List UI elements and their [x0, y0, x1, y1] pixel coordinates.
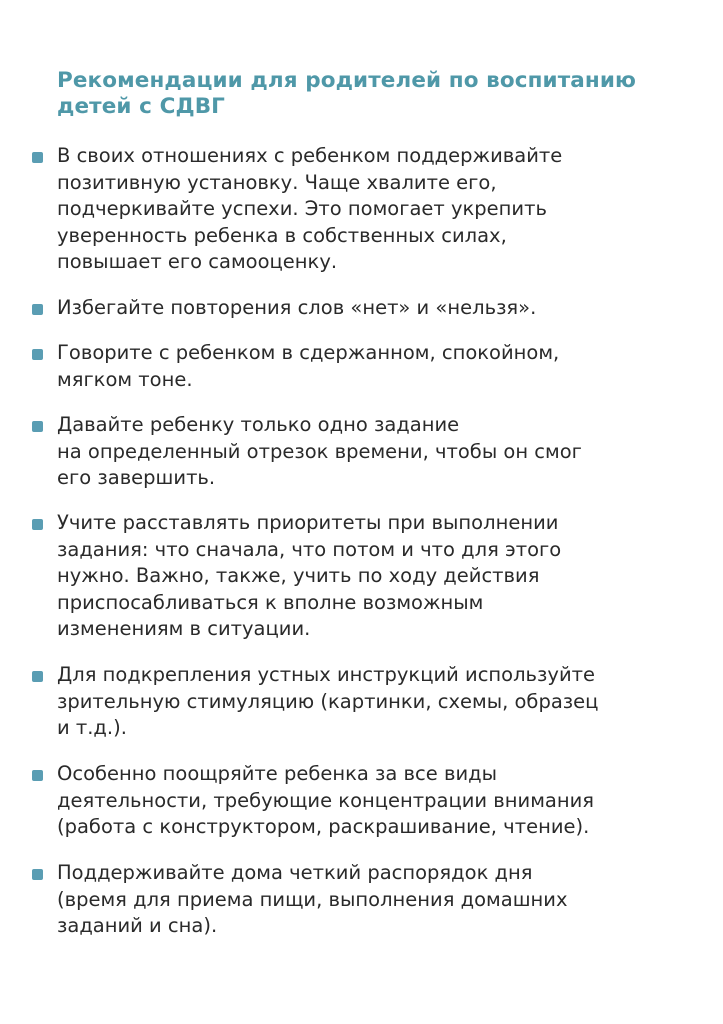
list-item-text: Учите расставлять приоритеты при выполнении задания: что сначала, что потом и что для этого нужно. Важно, также, учить по ходу действия приспосабливаться к вполне возможным изменениям в ситуации. — [57, 511, 562, 640]
list-item-text: Для подкрепления устных инструкций используйте зрительную стимуляцию (картинки, схемы, образец и т.д.). — [57, 663, 599, 739]
square-bullet-icon — [32, 519, 43, 530]
list-item-text: Поддерживайте дома четкий распорядок дня (время для приема пищи, выполнения домашних заданий и сна). — [57, 861, 568, 937]
square-bullet-icon — [32, 869, 43, 880]
list-item-text: Говорите с ребенком в сдержанном, спокойном, мягком тоне. — [57, 341, 560, 391]
list-item-text: Особенно поощряйте ребенка за все виды деятельности, требующие концентрации внимания (работа с конструктором, раскрашивание, чтение). — [57, 762, 595, 838]
square-bullet-icon — [32, 349, 43, 360]
square-bullet-icon — [32, 152, 43, 163]
page-title: Рекомендации для родителей по воспитанию детей с СДВГ — [57, 68, 636, 119]
square-bullet-icon — [32, 421, 43, 432]
square-bullet-icon — [32, 671, 43, 682]
list-item-text: В своих отношениях с ребенком поддерживайте позитивную установку. Чаще хвалите его, подчеркивайте успехи. Это помогает укрепить уверенность ребенка в собственных силах, повышает его самооценку. — [57, 144, 563, 273]
square-bullet-icon — [32, 770, 43, 781]
list-item-text: Давайте ребенку только одно задание на определенный отрезок времени, чтобы он смог его завершить. — [57, 413, 582, 489]
list-item-text: Избегайте повторения слов «нет» и «нельзя». — [57, 296, 537, 319]
square-bullet-icon — [32, 304, 43, 315]
